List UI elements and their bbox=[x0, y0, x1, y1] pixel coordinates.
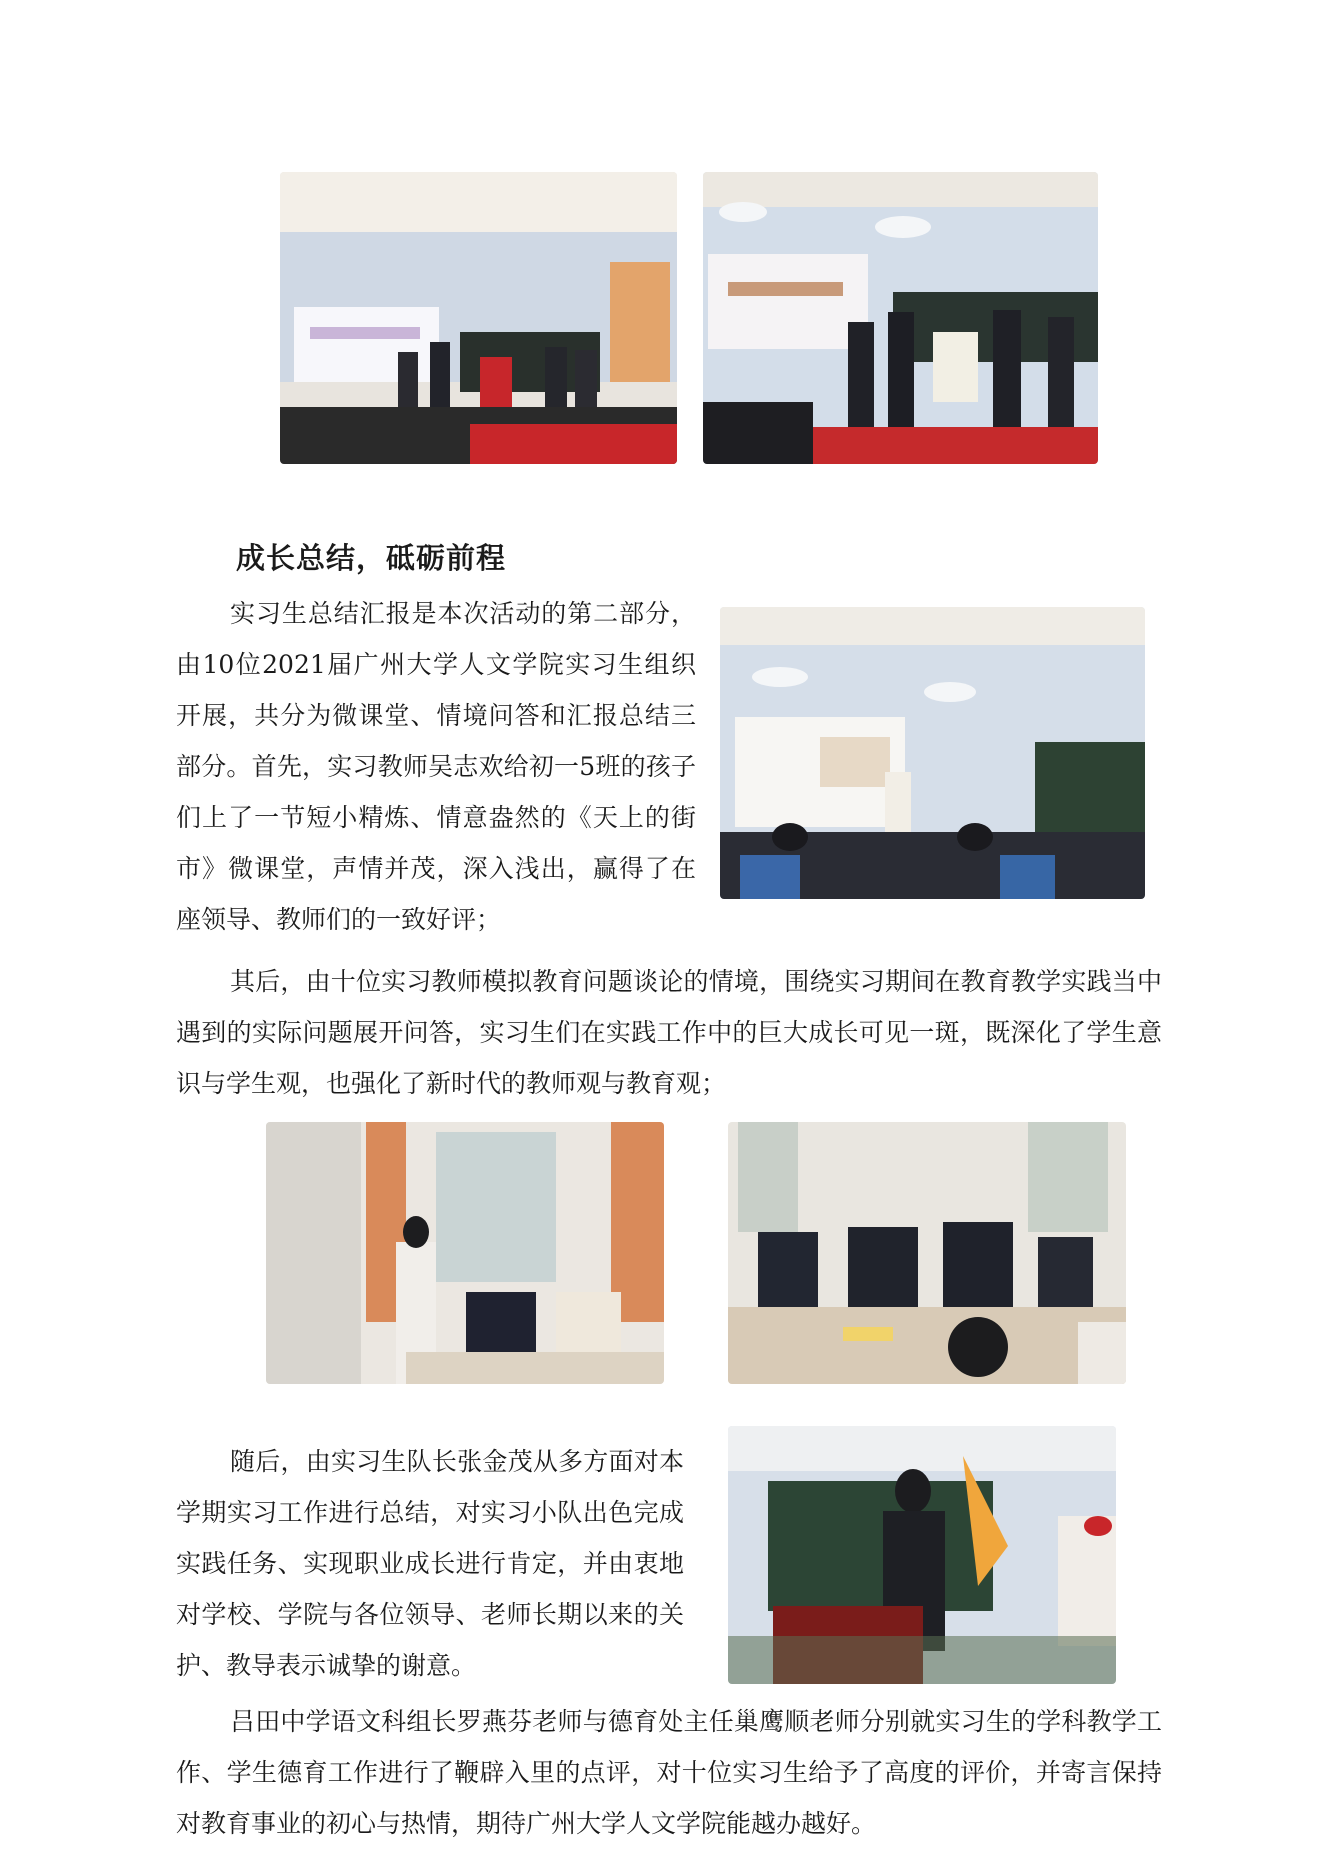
student-qa-photo bbox=[266, 1122, 664, 1384]
plaque-ceremony-photo-left bbox=[280, 172, 677, 464]
micro-lesson-photo bbox=[720, 607, 1145, 899]
plaque-ceremony-photo-right bbox=[703, 172, 1098, 464]
leaders-seated-photo bbox=[728, 1122, 1126, 1384]
section-heading: 成长总结，砥砺前程 bbox=[236, 541, 507, 575]
paragraph-2: 其后，由十位实习教师模拟教育问题谈论的情境，围绕实习期间在教育教学实践当中遇到的实际问题展开问答，实习生们在实践工作中的巨大成长可见一斑，既深化了学生意识与学生观，也强化了新时代的教师观与教育观； bbox=[176, 967, 1162, 1098]
paragraph-4: 吕田中学语文科组长罗燕芬老师与德育处主任巢鹰顺老师分别就实习生的学科教学工作、学生德育工作进行了鞭辟入里的点评，对十位实习生给予了高度的评价，并寄言保持对教育事业的初心与热情，期待广州大学人文学院能越办越好。 bbox=[176, 1707, 1162, 1838]
paragraph-1: 实习生总结汇报是本次活动的第二部分，由10位2021届广州大学人文学院实习生组织开展，共分为微课堂、情境问答和汇报总结三部分。首先，实习教师吴志欢给初一5班的孩子们上了一节短小精炼、情意盎然的《天上的街市》微课堂，声情并茂，深入浅出，赢得了在座领导、教师们的一致好评； bbox=[176, 599, 696, 934]
paragraph-3: 随后，由实习生队长张金茂从多方面对本学期实习工作进行总结，对实习小队出色完成实践任务、实现职业成长进行肯定，并由衷地对学校、学院与各位领导、老师长期以来的关护、教导表示诚挚的谢意。 bbox=[176, 1447, 684, 1680]
team-leader-speech-photo bbox=[728, 1426, 1116, 1684]
